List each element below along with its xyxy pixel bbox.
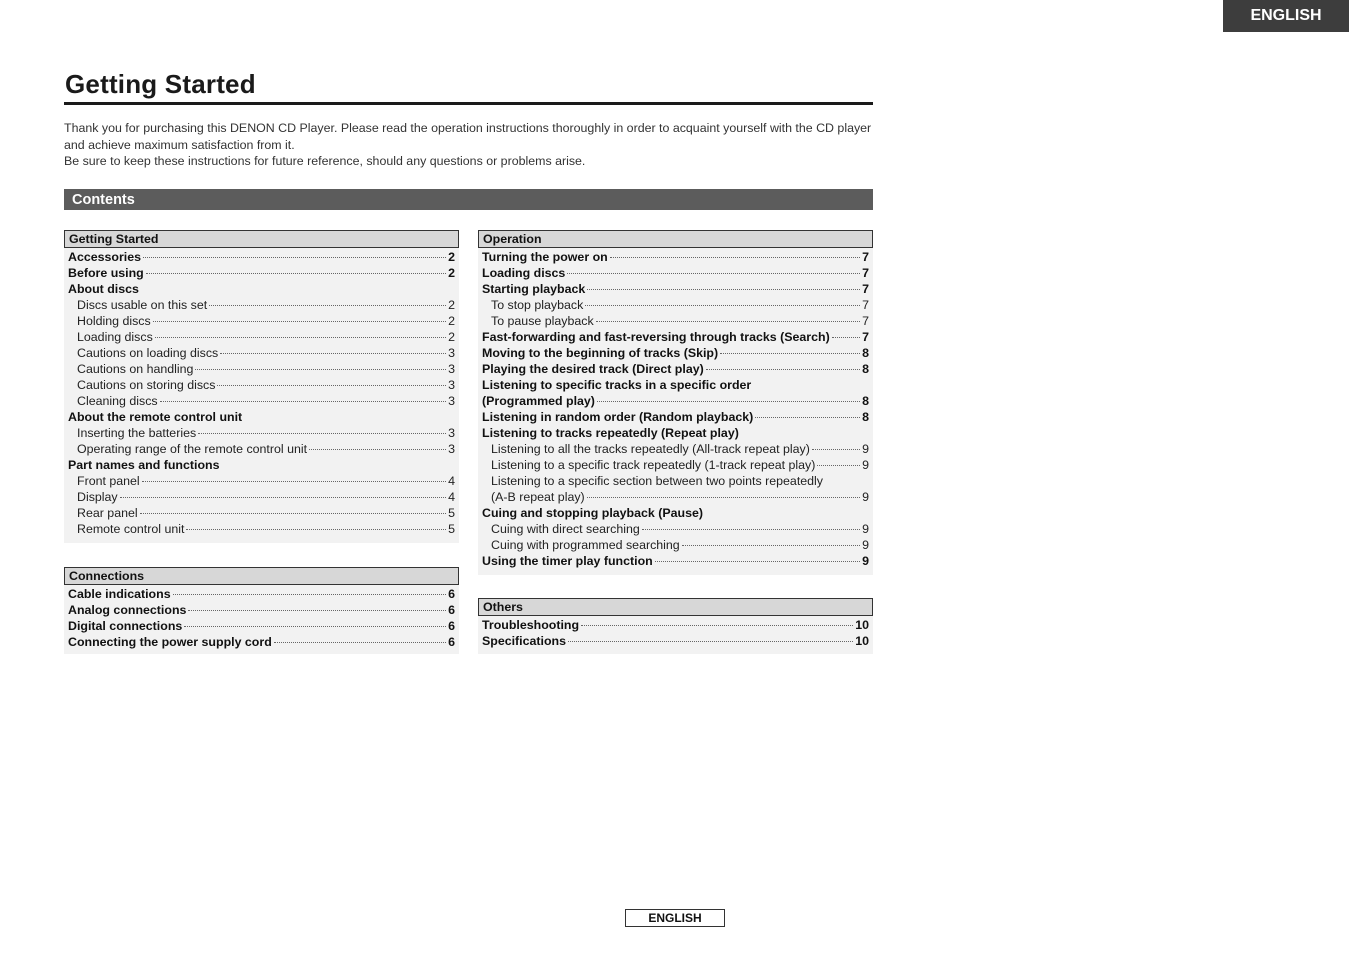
toc-entry-page-number: 7 <box>862 298 869 312</box>
toc-entry <box>482 330 869 346</box>
toc-entry-page-number: 7 <box>862 266 869 280</box>
toc-entry <box>482 362 869 378</box>
toc-entry <box>482 522 869 538</box>
toc-entry-label: Listening to specific tracks in a specific order <box>482 378 752 392</box>
toc-entry-page-number: 10 <box>855 634 869 648</box>
toc-entry-label: Moving to the beginning of tracks (Skip) <box>482 346 719 360</box>
toc-entry-label: Accessories <box>68 250 142 264</box>
toc-entry-label: Starting playback <box>482 282 586 296</box>
toc-section-getting-started <box>64 230 459 543</box>
toc-entry-page-number: 6 <box>448 619 455 633</box>
toc-entry-page-number: 7 <box>862 282 869 296</box>
toc-entry <box>482 618 869 634</box>
dot-leader <box>217 385 446 386</box>
toc-entry-label: Listening to a specific track repeatedly (1-track repeat play) <box>491 458 816 472</box>
toc-entry-label: Cuing with direct searching <box>491 522 640 536</box>
dot-leader <box>585 305 860 306</box>
dot-leader <box>186 529 446 530</box>
dot-leader <box>198 433 446 434</box>
intro-text <box>64 120 876 170</box>
dot-leader <box>160 401 447 402</box>
toc-entry <box>482 282 869 298</box>
intro-paragraph-1: Thank you for purchasing this DENON CD Player. Please read the operation instructions thoroughly in order to acquaint yourself with the CD player and achieve maximum satisfaction from it. <box>64 121 872 152</box>
dot-leader <box>642 529 860 530</box>
toc-entry-page-number: 5 <box>448 506 455 520</box>
toc-entry <box>482 554 869 570</box>
toc-entry-label: (A-B repeat play) <box>491 490 585 504</box>
dot-leader <box>832 337 860 338</box>
toc-entry-page-number: 2 <box>448 266 455 280</box>
toc-entry-label: Display <box>77 490 118 504</box>
toc-entry <box>68 506 455 522</box>
toc-entry-label: Turning the power on <box>482 250 608 264</box>
toc-entry <box>68 635 455 651</box>
toc-entry-label: Playing the desired track (Direct play) <box>482 362 704 376</box>
toc-entry <box>68 250 455 266</box>
toc-entry <box>68 394 455 410</box>
dot-leader <box>581 625 853 626</box>
toc-entry-page-number: 3 <box>448 346 455 360</box>
contents-heading: Contents <box>72 191 135 208</box>
toc-entry-label: Listening to a specific section between two points repeatedly <box>491 474 823 488</box>
toc-entry-label: Listening in random order (Random playback) <box>482 410 754 424</box>
toc-section-others <box>478 598 873 654</box>
dot-leader <box>568 641 853 642</box>
toc-entry-label: To pause playback <box>491 314 594 328</box>
toc-entry-label: Part names and functions <box>68 458 220 472</box>
toc-entry <box>482 458 869 474</box>
dot-leader <box>309 449 446 450</box>
toc-entry-label: Using the timer play function <box>482 554 653 568</box>
toc-entry-page-number: 3 <box>448 426 455 440</box>
title-rule <box>64 102 873 105</box>
toc-entry <box>68 282 455 298</box>
toc-entry-label: Rear panel <box>77 506 138 520</box>
dot-leader <box>720 353 860 354</box>
toc-entry <box>68 346 455 362</box>
toc-entry-list <box>478 248 873 573</box>
dot-leader <box>587 289 860 290</box>
toc-entry-page-number: 7 <box>862 250 869 264</box>
toc-entry <box>68 458 455 474</box>
dot-leader <box>706 369 860 370</box>
toc-entry-label: Cautions on loading discs <box>77 346 219 360</box>
toc-entry <box>68 442 455 458</box>
dot-leader <box>220 353 446 354</box>
toc-entry <box>68 266 455 282</box>
toc-entry-label: Troubleshooting <box>482 618 580 632</box>
toc-entry-page-number: 3 <box>448 442 455 456</box>
toc-entry <box>68 603 455 619</box>
toc-entry-label: Inserting the batteries <box>77 426 197 440</box>
toc-entry-label: Listening to tracks repeatedly (Repeat play) <box>482 426 739 440</box>
dot-leader <box>682 545 860 546</box>
dot-leader <box>143 257 446 258</box>
dot-leader <box>812 449 860 450</box>
dot-leader <box>188 610 446 611</box>
toc-entry <box>482 442 869 458</box>
toc-entry <box>68 426 455 442</box>
toc-entry <box>482 298 869 314</box>
toc-entry <box>482 474 869 490</box>
toc-section-header: Others <box>478 598 873 616</box>
toc-entry <box>68 587 455 603</box>
toc-entry <box>482 346 869 362</box>
dot-leader <box>587 497 860 498</box>
toc-entry-label: Cuing and stopping playback (Pause) <box>482 506 703 520</box>
toc-entry <box>68 362 455 378</box>
toc-entry-label: Cautions on storing discs <box>77 378 216 392</box>
toc-entry-label: To stop playback <box>491 298 584 312</box>
dot-leader <box>142 481 446 482</box>
toc-entry-page-number: 9 <box>862 458 869 472</box>
toc-entry <box>482 634 869 650</box>
toc-entry-page-number: 9 <box>862 554 869 568</box>
dot-leader <box>184 626 446 627</box>
toc-section-connections <box>64 567 459 654</box>
toc-entry <box>68 522 455 538</box>
toc-entry-page-number: 2 <box>448 250 455 264</box>
toc-entry-page-number: 9 <box>862 490 869 504</box>
toc-entry-label: Listening to all the tracks repeatedly (All-track repeat play) <box>491 442 810 456</box>
language-tab: ENGLISH <box>1223 0 1349 32</box>
dot-leader <box>195 369 446 370</box>
dot-leader <box>140 513 446 514</box>
dot-leader <box>209 305 446 306</box>
toc-entry-label: Front panel <box>77 474 140 488</box>
toc-entry-page-number: 2 <box>448 330 455 344</box>
toc-entry-label: Digital connections <box>68 619 183 633</box>
toc-entry-label: Cuing with programmed searching <box>491 538 680 552</box>
contents-heading-bar <box>64 189 873 210</box>
toc-entry-label: (Programmed play) <box>482 394 595 408</box>
toc-entry-page-number: 9 <box>862 522 869 536</box>
toc-entry-page-number: 8 <box>862 346 869 360</box>
toc-entry-label: Remote control unit <box>77 522 185 536</box>
toc-entry-page-number: 9 <box>862 442 869 456</box>
toc-entry <box>68 330 455 346</box>
toc-entry-page-number: 3 <box>448 394 455 408</box>
toc-entry-page-number: 6 <box>448 587 455 601</box>
dot-leader <box>610 257 860 258</box>
dot-leader <box>146 273 446 274</box>
toc-entry-page-number: 10 <box>855 618 869 632</box>
toc-section-header: Getting Started <box>64 230 459 248</box>
toc-entry <box>482 490 869 506</box>
toc-entry <box>482 250 869 266</box>
toc-entry <box>482 314 869 330</box>
dot-leader <box>596 321 860 322</box>
dot-leader <box>153 321 446 322</box>
toc-entry-page-number: 2 <box>448 298 455 312</box>
toc-entry-page-number: 5 <box>448 522 455 536</box>
toc-entry <box>68 619 455 635</box>
toc-entry-label: Fast-forwarding and fast-reversing through tracks (Search) <box>482 330 830 344</box>
toc-entry <box>482 506 869 522</box>
toc-entry-list <box>64 248 459 541</box>
toc-entry <box>68 410 455 426</box>
footer-language-label: ENGLISH <box>625 909 725 927</box>
dot-leader <box>655 561 860 562</box>
toc-entry <box>68 314 455 330</box>
toc-entry-label: About discs <box>68 282 139 296</box>
dot-leader <box>173 594 447 595</box>
toc-entry-label: Before using <box>68 266 144 280</box>
toc-entry-page-number: 8 <box>862 410 869 424</box>
toc-entry-label: Connecting the power supply cord <box>68 635 272 649</box>
dot-leader <box>155 337 446 338</box>
toc-entry <box>482 378 869 394</box>
toc-entry-label: About the remote control unit <box>68 410 243 424</box>
toc-entry-label: Analog connections <box>68 603 187 617</box>
toc-entry-page-number: 3 <box>448 378 455 392</box>
dot-leader <box>755 417 860 418</box>
toc-entry <box>482 538 869 554</box>
toc-entry <box>68 378 455 394</box>
dot-leader <box>567 273 860 274</box>
toc-entry-page-number: 6 <box>448 603 455 617</box>
toc-entry-page-number: 7 <box>862 330 869 344</box>
toc-entry-label: Loading discs <box>482 266 566 280</box>
toc-section-operation <box>478 230 873 575</box>
toc-entry-list <box>64 585 459 654</box>
toc-entry-label: Operating range of the remote control unit <box>77 442 308 456</box>
toc-section-header: Operation <box>478 230 873 248</box>
toc-entry-page-number: 4 <box>448 490 455 504</box>
toc-entry-page-number: 3 <box>448 362 455 376</box>
toc-entry-page-number: 8 <box>862 362 869 376</box>
toc-entry-label: Cleaning discs <box>77 394 158 408</box>
toc-entry-page-number: 7 <box>862 314 869 328</box>
toc-entry-page-number: 8 <box>862 394 869 408</box>
toc-section-header: Connections <box>64 567 459 585</box>
dot-leader <box>120 497 446 498</box>
page-title: Getting Started <box>65 69 256 99</box>
dot-leader <box>597 401 860 402</box>
toc-entry-page-number: 2 <box>448 314 455 328</box>
toc-entry-label: Specifications <box>482 634 567 648</box>
toc-entry <box>482 266 869 282</box>
toc-entry-page-number: 6 <box>448 635 455 649</box>
toc-entry <box>482 426 869 442</box>
toc-entry <box>68 490 455 506</box>
toc-entry-label: Discs usable on this set <box>77 298 208 312</box>
intro-paragraph-2: Be sure to keep these instructions for future reference, should any questions or problems arise. <box>64 154 586 168</box>
toc-entry-page-number: 9 <box>862 538 869 552</box>
toc-entry-list <box>478 616 873 653</box>
dot-leader <box>817 465 860 466</box>
toc-entry <box>68 298 455 314</box>
toc-entry-label: Cable indications <box>68 587 171 601</box>
toc-entry-page-number: 4 <box>448 474 455 488</box>
toc-entry <box>482 410 869 426</box>
toc-entry <box>68 474 455 490</box>
toc-entry-label: Cautions on handling <box>77 362 194 376</box>
toc-entry <box>482 394 869 410</box>
toc-entry-label: Holding discs <box>77 314 151 328</box>
dot-leader <box>274 642 446 643</box>
toc-entry-label: Loading discs <box>77 330 153 344</box>
